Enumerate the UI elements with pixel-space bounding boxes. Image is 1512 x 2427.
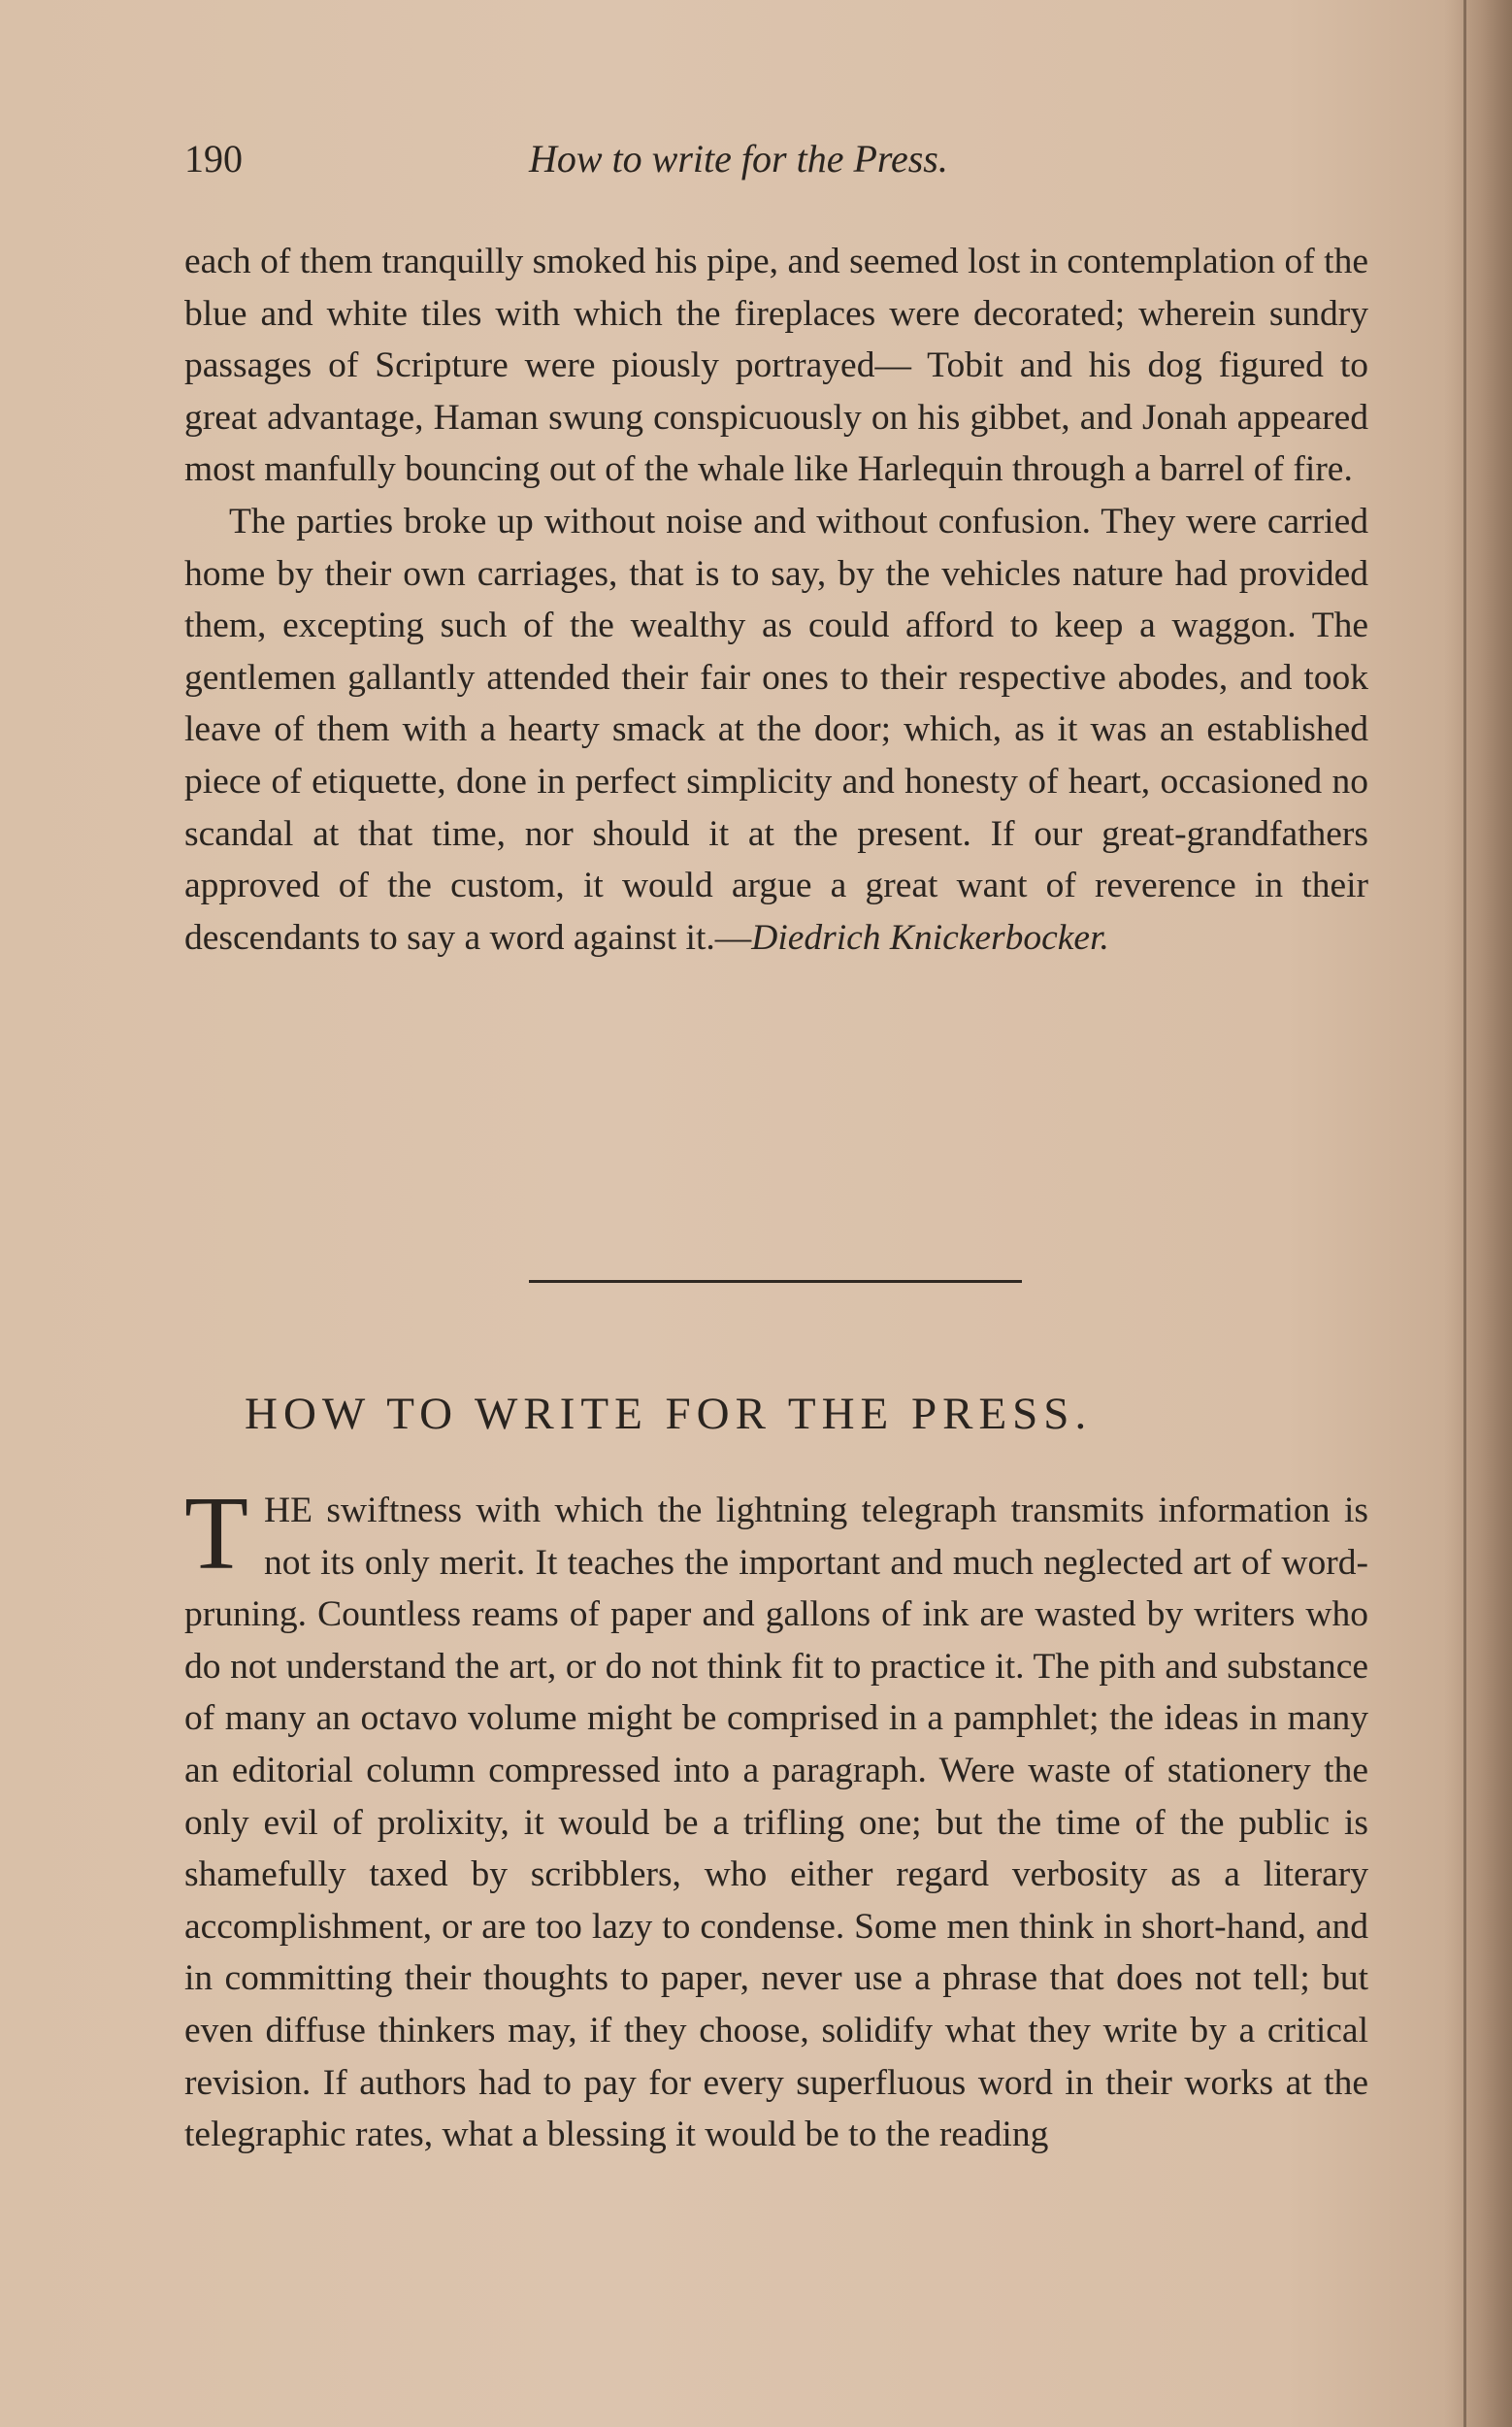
running-header (184, 136, 1368, 194)
section-body-text: HE swiftness with which the lightning telegraph transmits information is not its only merit. It teaches the important and much neglected art of word-pruning. Countless reams of paper and gallons of ink are wasted by writers who do not understand the art, or do not think fit to practice it. The pith and substance of many an octavo volume might be comprised in a pamphlet; the ideas in many an editorial column compressed into a paragraph. Were waste of stationery the only evil of prolixity, it would be a trifling one; but the time of the public is shamefully taxed by scribblers, who either regard verbosity as a literary accomplishment, or are too lazy to condense. Some men think in short-hand, and in committing their thoughts to paper, never use a phrase that does not tell; but even diffuse thinkers may, if they choose, solidify what they write by a critical revision. If authors had to pay for every superfluous word in their works at the telegraphic rates, what a blessing it would be to the reading (184, 1491, 1368, 2155)
drop-cap: T (184, 1476, 248, 1591)
running-title: How to write for the Press. (529, 137, 948, 180)
section-body (184, 1476, 1368, 2161)
attribution: Diedrich Knickerbocker. (751, 917, 1109, 958)
section-paragraph (184, 1476, 1368, 2161)
paragraph-2 (184, 496, 1368, 964)
section-heading: HOW TO WRITE FOR THE PRESS. (245, 1389, 1093, 1439)
paragraph-1: each of them tranquilly smoked his pipe, and seemed lost in contemplation of the blue and white tiles with which the fireplaces were decorated; wherein sundry passages of Scripture were piously portrayed— Tobit and his dog figured to great advantage, Haman swung conspicuously on his gibbet, and Jonah appeared most manfully bouncing out of the whale like Harlequin through a barrel of fire. (184, 242, 1368, 490)
page-edge-shadow (1444, 0, 1512, 2427)
page-number: 190 (184, 137, 243, 180)
page-edge-line (1463, 0, 1466, 2427)
continuation-text (184, 236, 1368, 964)
paragraph-2-text: The parties broke up without noise and without confusion. They were carried home by their own carriages, that is to say, by the vehicles nature had provided them, excepting such of the wealthy as could afford to keep a waggon. The gentlemen gallantly attended their fair ones to their respective abodes, and took leave of them with a hearty smack at the door; which, as it was an established piece of etiquette, done in perfect simplicity and honesty of heart, occasioned no scandal at that time, nor should it at the present. If our great-grandfathers approved of the custom, it would argue a great want of reverence in their descendants to say a word against it.— (184, 501, 1368, 958)
section-divider (529, 1280, 1022, 1283)
